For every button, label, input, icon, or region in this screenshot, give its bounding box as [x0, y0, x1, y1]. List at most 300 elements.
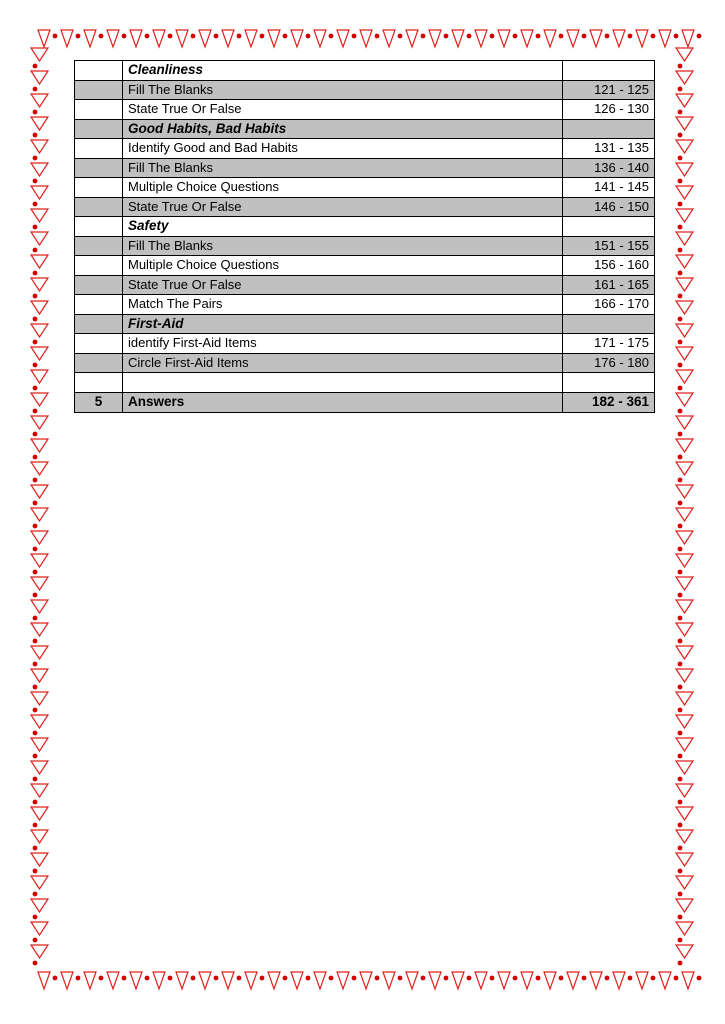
border-triangle-shape: [676, 692, 693, 705]
border-dot-shape: [33, 593, 38, 598]
border-dot-shape: [33, 639, 38, 644]
border-dot-shape: [33, 478, 38, 483]
border-triangle-shape: [291, 30, 303, 47]
border-triangle-shape: [676, 163, 693, 176]
topic-cell: Match The Pairs: [123, 295, 563, 315]
border-triangle-shape: [676, 600, 693, 613]
topic-cell: Identify Good and Bad Habits: [123, 139, 563, 159]
border-triangle-shape: [676, 416, 693, 429]
border-triangle-shape: [84, 30, 96, 47]
border-triangle-shape: [31, 416, 48, 429]
border-dot-shape: [122, 976, 127, 981]
border-triangle-shape: [676, 945, 693, 958]
border-triangle-shape: [676, 186, 693, 199]
border-triangle-shape: [676, 140, 693, 153]
border-dot-shape: [678, 639, 683, 644]
page-range-cell: 166 - 170: [563, 295, 655, 315]
table-row: [75, 80, 655, 100]
border-dot-shape: [678, 248, 683, 253]
border-triangle-shape: [31, 784, 48, 797]
table-row: [75, 197, 655, 217]
border-dot-shape: [678, 708, 683, 713]
border-triangle-shape: [676, 646, 693, 659]
border-dot-shape: [33, 547, 38, 552]
page-range-cell: [563, 217, 655, 237]
border-dot-shape: [33, 317, 38, 322]
border-triangle-shape: [61, 972, 73, 989]
border-dot-shape: [214, 976, 219, 981]
page-range-cell: 131 - 135: [563, 139, 655, 159]
border-triangle-shape: [676, 830, 693, 843]
border-dot-shape: [559, 34, 564, 39]
table-row: [75, 100, 655, 120]
chapter-number-cell: [75, 295, 123, 315]
border-triangle-shape: [676, 439, 693, 452]
border-triangle-shape: [429, 972, 441, 989]
border-triangle-shape: [676, 784, 693, 797]
topic-cell: Good Habits, Bad Habits: [123, 119, 563, 139]
border-dot-shape: [33, 616, 38, 621]
border-triangle-shape: [682, 30, 694, 47]
border-triangle-shape: [31, 71, 48, 84]
topic-cell: Multiple Choice Questions: [123, 178, 563, 198]
border-dot-shape: [99, 976, 104, 981]
border-dot-shape: [33, 570, 38, 575]
border-triangle-shape: [130, 972, 142, 989]
border-dot-shape: [237, 34, 242, 39]
border-triangle-shape: [31, 554, 48, 567]
border-dot-shape: [33, 823, 38, 828]
border-triangle-shape: [31, 140, 48, 153]
border-dot-shape: [214, 34, 219, 39]
chapter-number-cell: [75, 334, 123, 354]
border-dot-shape: [678, 156, 683, 161]
border-triangle-shape: [676, 807, 693, 820]
border-dot-shape: [678, 754, 683, 759]
answers-row: [75, 392, 655, 412]
section-heading-row: [75, 314, 655, 334]
border-triangle-shape: [31, 209, 48, 222]
border-triangle-shape: [659, 30, 671, 47]
border-dot-shape: [306, 976, 311, 981]
border-triangle-shape: [31, 186, 48, 199]
border-dot-shape: [329, 976, 334, 981]
border-triangle-shape: [429, 30, 441, 47]
border-dot-shape: [421, 976, 426, 981]
border-dot-shape: [678, 432, 683, 437]
border-dot-shape: [444, 976, 449, 981]
border-dot-shape: [283, 34, 288, 39]
border-dot-shape: [651, 34, 656, 39]
border-triangle-shape: [676, 623, 693, 636]
topic-cell: identify First-Aid Items: [123, 334, 563, 354]
border-dot-shape: [582, 34, 587, 39]
border-triangle-shape: [676, 370, 693, 383]
border-triangle-shape: [676, 232, 693, 245]
page-range-cell: [563, 373, 655, 393]
border-dot-shape: [33, 271, 38, 276]
border-triangle-shape: [31, 462, 48, 475]
border-dot-shape: [678, 846, 683, 851]
border-triangle-shape: [676, 922, 693, 935]
border-dot-shape: [678, 961, 683, 966]
border-triangle-shape: [31, 623, 48, 636]
border-dot-shape: [33, 409, 38, 414]
border-triangle-shape: [107, 30, 119, 47]
page-range-cell: 171 - 175: [563, 334, 655, 354]
border-dot-shape: [678, 455, 683, 460]
border-triangle-shape: [31, 508, 48, 521]
border-triangle-shape: [676, 117, 693, 130]
border-dot-shape: [678, 731, 683, 736]
table-row: [75, 236, 655, 256]
border-triangle-shape: [84, 972, 96, 989]
border-dot-shape: [536, 34, 541, 39]
topic-cell: Fill The Blanks: [123, 236, 563, 256]
border-triangle-shape: [31, 738, 48, 751]
blank-row: [75, 373, 655, 393]
border-triangle-shape: [676, 853, 693, 866]
border-triangle-shape: [31, 600, 48, 613]
border-triangle-shape: [268, 972, 280, 989]
border-dot-shape: [651, 976, 656, 981]
border-triangle-shape: [61, 30, 73, 47]
border-triangle-shape: [676, 876, 693, 889]
border-triangle-shape: [676, 899, 693, 912]
border-triangle-shape: [314, 972, 326, 989]
border-triangle-shape: [31, 347, 48, 360]
topic-cell: Fill The Blanks: [123, 80, 563, 100]
table-row: [75, 334, 655, 354]
section-heading-row: [75, 61, 655, 81]
border-triangle-shape: [31, 830, 48, 843]
border-dot-shape: [678, 87, 683, 92]
border-dot-shape: [33, 248, 38, 253]
border-triangle-shape: [38, 30, 50, 47]
chapter-number-cell: [75, 139, 123, 159]
page-range-cell: 141 - 145: [563, 178, 655, 198]
page-range-cell: 156 - 160: [563, 256, 655, 276]
border-dot-shape: [490, 34, 495, 39]
border-dot-shape: [191, 976, 196, 981]
border-dot-shape: [33, 731, 38, 736]
border-triangle-shape: [31, 945, 48, 958]
border-triangle-shape: [521, 30, 533, 47]
border-dot-shape: [33, 800, 38, 805]
border-dot-shape: [678, 179, 683, 184]
border-triangle-shape: [199, 972, 211, 989]
page-range-cell: [563, 119, 655, 139]
border-triangle-shape: [31, 232, 48, 245]
border-dot-shape: [33, 363, 38, 368]
table-row: [75, 256, 655, 276]
chapter-number-cell: [75, 275, 123, 295]
border-dot-shape: [168, 34, 173, 39]
border-triangle-shape: [590, 30, 602, 47]
border-dot-shape: [33, 662, 38, 667]
border-dot-shape: [678, 110, 683, 115]
border-dot-shape: [678, 478, 683, 483]
border-dot-shape: [122, 34, 127, 39]
border-dot-shape: [421, 34, 426, 39]
page-range-cell: 126 - 130: [563, 100, 655, 120]
border-dot-shape: [168, 976, 173, 981]
border-dot-shape: [605, 34, 610, 39]
border-triangle-shape: [676, 347, 693, 360]
border-dot-shape: [678, 547, 683, 552]
border-triangle-shape: [360, 30, 372, 47]
border-triangle-shape: [31, 94, 48, 107]
page-range-cell: 182 - 361: [563, 392, 655, 412]
border-triangle-shape: [153, 30, 165, 47]
border-triangle-shape: [676, 531, 693, 544]
border-triangle-shape: [199, 30, 211, 47]
border-triangle-shape: [337, 30, 349, 47]
border-dot-shape: [678, 64, 683, 69]
border-triangle-shape: [676, 715, 693, 728]
table-row: [75, 158, 655, 178]
border-triangle-shape: [31, 853, 48, 866]
table-row: [75, 295, 655, 315]
border-triangle-shape: [31, 761, 48, 774]
chapter-number-cell: [75, 119, 123, 139]
border-triangle-shape: [31, 439, 48, 452]
border-triangle-shape: [31, 301, 48, 314]
border-triangle-shape: [475, 972, 487, 989]
border-dot-shape: [375, 34, 380, 39]
border-triangle-shape: [31, 370, 48, 383]
border-triangle-shape: [676, 554, 693, 567]
border-dot-shape: [678, 823, 683, 828]
page-range-cell: 136 - 140: [563, 158, 655, 178]
border-triangle-shape: [676, 71, 693, 84]
border-dot-shape: [678, 915, 683, 920]
border-dot-shape: [678, 501, 683, 506]
border-dot-shape: [674, 34, 679, 39]
border-triangle-shape: [676, 462, 693, 475]
border-triangle-shape: [636, 972, 648, 989]
toc-body: [75, 61, 655, 413]
border-dot-shape: [33, 225, 38, 230]
border-dot-shape: [490, 976, 495, 981]
border-dot-shape: [237, 976, 242, 981]
border-triangle-shape: [337, 972, 349, 989]
table-row: [75, 275, 655, 295]
border-triangle-shape: [38, 972, 50, 989]
border-triangle-shape: [676, 324, 693, 337]
topic-cell: State True Or False: [123, 197, 563, 217]
chapter-number-cell: 5: [75, 392, 123, 412]
border-dot-shape: [33, 915, 38, 920]
border-dot-shape: [33, 202, 38, 207]
topic-cell: Fill The Blanks: [123, 158, 563, 178]
topic-cell: Answers: [123, 392, 563, 412]
border-dot-shape: [697, 976, 702, 981]
border-dot-shape: [678, 616, 683, 621]
border-dot-shape: [628, 976, 633, 981]
topic-cell: Multiple Choice Questions: [123, 256, 563, 276]
topic-cell: State True Or False: [123, 100, 563, 120]
topic-cell: Safety: [123, 217, 563, 237]
border-dot-shape: [559, 976, 564, 981]
border-dot-shape: [53, 34, 58, 39]
table-row: [75, 353, 655, 373]
border-triangle-shape: [31, 48, 48, 61]
border-triangle-shape: [676, 209, 693, 222]
border-dot-shape: [678, 892, 683, 897]
border-dot-shape: [678, 202, 683, 207]
border-triangle-shape: [383, 30, 395, 47]
border-dot-shape: [260, 976, 265, 981]
border-triangle-shape: [498, 972, 510, 989]
border-triangle-shape: [31, 922, 48, 935]
border-triangle-shape: [676, 508, 693, 521]
border-triangle-shape: [613, 972, 625, 989]
page-range-cell: [563, 61, 655, 81]
border-triangle-shape: [676, 577, 693, 590]
border-triangle-shape: [521, 972, 533, 989]
border-dot-shape: [145, 34, 150, 39]
border-triangle-shape: [245, 30, 257, 47]
border-dot-shape: [33, 846, 38, 851]
topic-cell: State True Or False: [123, 275, 563, 295]
topic-cell: Cleanliness: [123, 61, 563, 81]
border-dot-shape: [33, 179, 38, 184]
border-dot-shape: [191, 34, 196, 39]
border-triangle-shape: [452, 972, 464, 989]
border-dot-shape: [513, 34, 518, 39]
border-dot-shape: [467, 34, 472, 39]
border-dot-shape: [398, 976, 403, 981]
border-triangle-shape: [659, 972, 671, 989]
border-dot-shape: [674, 976, 679, 981]
border-triangle-shape: [291, 972, 303, 989]
border-triangle-shape: [31, 163, 48, 176]
border-dot-shape: [678, 133, 683, 138]
border-triangle-shape: [613, 30, 625, 47]
border-triangle-shape: [245, 972, 257, 989]
border-dot-shape: [33, 110, 38, 115]
chapter-number-cell: [75, 236, 123, 256]
border-triangle-shape: [676, 761, 693, 774]
border-dot-shape: [33, 294, 38, 299]
border-triangle-shape: [31, 715, 48, 728]
border-dot-shape: [283, 976, 288, 981]
border-dot-shape: [678, 317, 683, 322]
border-triangle-shape: [676, 485, 693, 498]
border-dot-shape: [398, 34, 403, 39]
chapter-number-cell: [75, 373, 123, 393]
border-dot-shape: [33, 892, 38, 897]
border-triangle-shape: [676, 669, 693, 682]
border-triangle-shape: [31, 531, 48, 544]
border-dot-shape: [678, 685, 683, 690]
chapter-number-cell: [75, 61, 123, 81]
border-dot-shape: [33, 432, 38, 437]
border-dot-shape: [260, 34, 265, 39]
border-dot-shape: [99, 34, 104, 39]
page-range-cell: 176 - 180: [563, 353, 655, 373]
border-triangle-shape: [222, 972, 234, 989]
border-triangle-shape: [360, 972, 372, 989]
border-triangle-shape: [130, 30, 142, 47]
table-row: [75, 178, 655, 198]
border-triangle-shape: [682, 972, 694, 989]
border-triangle-shape: [452, 30, 464, 47]
chapter-number-cell: [75, 158, 123, 178]
border-dot-shape: [444, 34, 449, 39]
border-triangle-shape: [31, 692, 48, 705]
border-dot-shape: [33, 133, 38, 138]
border-dot-shape: [678, 294, 683, 299]
border-dot-shape: [33, 64, 38, 69]
border-dot-shape: [678, 386, 683, 391]
page-range-cell: 161 - 165: [563, 275, 655, 295]
border-triangle-shape: [567, 972, 579, 989]
border-triangle-shape: [676, 255, 693, 268]
chapter-number-cell: [75, 217, 123, 237]
border-triangle-shape: [31, 577, 48, 590]
border-dot-shape: [352, 34, 357, 39]
page-range-cell: 146 - 150: [563, 197, 655, 217]
border-dot-shape: [678, 938, 683, 943]
border-triangle-shape: [31, 899, 48, 912]
border-dot-shape: [628, 34, 633, 39]
border-dot-shape: [678, 662, 683, 667]
border-dot-shape: [678, 363, 683, 368]
chapter-number-cell: [75, 314, 123, 334]
border-dot-shape: [678, 340, 683, 345]
border-dot-shape: [678, 777, 683, 782]
border-dot-shape: [467, 976, 472, 981]
border-triangle-shape: [676, 738, 693, 751]
border-triangle-shape: [31, 876, 48, 889]
border-triangle-shape: [314, 30, 326, 47]
chapter-number-cell: [75, 100, 123, 120]
border-dot-shape: [53, 976, 58, 981]
border-dot-shape: [33, 869, 38, 874]
border-triangle-shape: [176, 30, 188, 47]
border-dot-shape: [145, 976, 150, 981]
border-dot-shape: [33, 156, 38, 161]
section-heading-row: [75, 217, 655, 237]
border-triangle-shape: [107, 972, 119, 989]
border-dot-shape: [678, 570, 683, 575]
border-triangle-shape: [676, 393, 693, 406]
chapter-number-cell: [75, 197, 123, 217]
border-triangle-shape: [475, 30, 487, 47]
border-triangle-shape: [590, 972, 602, 989]
topic-cell: First-Aid: [123, 314, 563, 334]
border-dot-shape: [513, 976, 518, 981]
table-row: [75, 139, 655, 159]
border-dot-shape: [33, 961, 38, 966]
border-dot-shape: [678, 271, 683, 276]
chapter-number-cell: [75, 80, 123, 100]
border-dot-shape: [678, 800, 683, 805]
border-triangle-shape: [498, 30, 510, 47]
border-triangle-shape: [636, 30, 648, 47]
border-triangle-shape: [406, 30, 418, 47]
border-dot-shape: [33, 708, 38, 713]
section-heading-row: [75, 119, 655, 139]
border-dot-shape: [678, 524, 683, 529]
border-triangle-shape: [31, 278, 48, 291]
border-triangle-shape: [676, 278, 693, 291]
border-dot-shape: [33, 455, 38, 460]
border-triangle-shape: [31, 393, 48, 406]
border-dot-shape: [678, 869, 683, 874]
